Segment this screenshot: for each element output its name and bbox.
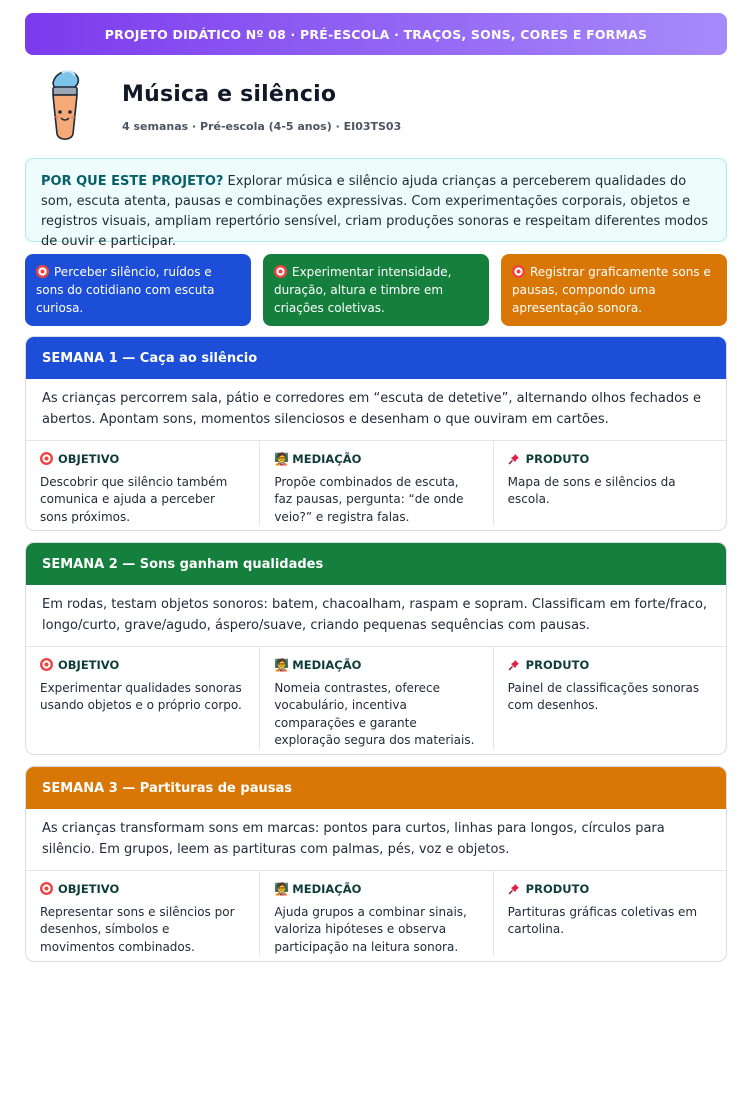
week-title: SEMANA 2 — Sons ganham qualidades xyxy=(26,543,726,585)
objective-text: Descobrir que silêncio também comunica e ajuda a perceber sons próximos. xyxy=(40,474,228,524)
week-description: As crianças percorrem sala, pátio e corredores em “escuta de detetive”, alternando olhos fechados e abertos. Apontam sons, momentos silenciosos e desenham o que ouviram em cartões. xyxy=(26,379,726,441)
product-label: PRODUTO xyxy=(525,658,590,672)
objective-text: Experimentar qualidades sonoras usando objetos e o próprio corpo. xyxy=(40,680,242,712)
product-label: PRODUTO xyxy=(525,882,590,896)
mediation-text: Propõe combinados de escuta, faz pausas, pergunta: “de onde veio?” e registra falas. xyxy=(274,474,464,524)
objective-column xyxy=(26,647,259,750)
mediation-column xyxy=(259,647,492,750)
product-column xyxy=(493,647,726,750)
target-icon xyxy=(40,882,53,895)
product-column xyxy=(493,441,726,526)
project-banner: PROJETO DIDÁTICO Nº 08 · PRÉ-ESCOLA · TRAÇOS, SONS, CORES E FORMAS xyxy=(25,13,727,55)
product-column xyxy=(493,871,726,956)
target-icon xyxy=(274,265,287,278)
goal-card xyxy=(501,254,727,326)
why-box xyxy=(25,158,727,249)
why-lead: POR QUE ESTE PROJETO? xyxy=(41,174,224,189)
week-title: SEMANA 1 — Caça ao silêncio xyxy=(26,337,726,379)
page-title: Música e silêncio xyxy=(122,82,337,107)
objective-label: OBJETIVO xyxy=(58,658,120,672)
mediation-label: MEDIAÇÃO xyxy=(292,452,362,466)
objective-column xyxy=(26,871,259,956)
teacher-school-icon: 🧑‍🏫 xyxy=(274,658,290,672)
product-text: Mapa de sons e silêncios da escola. xyxy=(507,474,676,506)
goal-text: Experimentar intensidade, duração, altura e timbre em criações coletivas. xyxy=(274,265,452,315)
why-text: Explorar música e silêncio ajuda crianças a perceberem qualidades do som, escuta atenta, pausas e combinações expressivas. Com experimentações corporais, objetos e registros visuais, ampliam repertório sensível, criam produções sonoras e respeitam diferentes modos de ouvir e participar. xyxy=(41,174,708,249)
week-description: Em rodas, testam objetos sonoros: batem, chacoalham, raspam e sopram. Classificam em forte/fraco, longo/curto, grave/agudo, áspero/suave, criando pequenas sequências com pausas. xyxy=(26,585,726,647)
objective-label: OBJETIVO xyxy=(58,882,120,896)
mediation-label: MEDIAÇÃO xyxy=(292,658,362,672)
product-text: Partituras gráficas coletivas em cartolina. xyxy=(507,904,698,936)
pin-icon xyxy=(508,883,520,895)
week-card xyxy=(25,542,727,755)
goal-card xyxy=(263,254,489,326)
week-card xyxy=(25,766,727,962)
objective-column xyxy=(26,441,259,526)
product-label: PRODUTO xyxy=(525,452,590,466)
product-text: Painel de classificações sonoras com desenhos. xyxy=(507,680,700,712)
target-icon xyxy=(40,452,53,465)
week-description: As crianças transformam sons em marcas: pontos para curtos, linhas para longos, círculos para silêncio. Em grupos, leem as partituras com palmas, pés, voz e objetos. xyxy=(26,809,726,871)
page-subtitle: 4 semanas · Pré-escola (4-5 anos) · EI03TS03 xyxy=(122,120,402,133)
pin-icon xyxy=(508,659,520,671)
goal-text: Registrar graficamente sons e pausas, compondo uma apresentação sonora. xyxy=(512,265,711,315)
goal-card xyxy=(25,254,251,326)
teacher-school-icon: 🧑‍🏫 xyxy=(274,882,290,896)
paintbrush-mascot-icon xyxy=(40,68,90,144)
mediation-text: Nomeia contrastes, oferece vocabulário, incentiva comparações e garante exploração segura dos materiais. xyxy=(274,680,475,747)
target-icon xyxy=(40,658,53,671)
mediation-text: Ajuda grupos a combinar sinais, valoriza hipóteses e observa participação na leitura sonora. xyxy=(274,904,467,954)
teacher-school-icon: 🧑‍🏫 xyxy=(274,452,290,466)
objective-text: Representar sons e silêncios por desenhos, símbolos e movimentos combinados. xyxy=(40,904,235,954)
objective-label: OBJETIVO xyxy=(58,452,120,466)
goal-text: Perceber silêncio, ruídos e sons do cotidiano com escuta curiosa. xyxy=(36,265,215,315)
mediation-column xyxy=(259,871,492,956)
pin-icon xyxy=(508,453,520,465)
target-icon xyxy=(512,265,525,278)
mediation-column xyxy=(259,441,492,526)
target-icon xyxy=(36,265,49,278)
week-card xyxy=(25,336,727,531)
week-title: SEMANA 3 — Partituras de pausas xyxy=(26,767,726,809)
mediation-label: MEDIAÇÃO xyxy=(292,882,362,896)
